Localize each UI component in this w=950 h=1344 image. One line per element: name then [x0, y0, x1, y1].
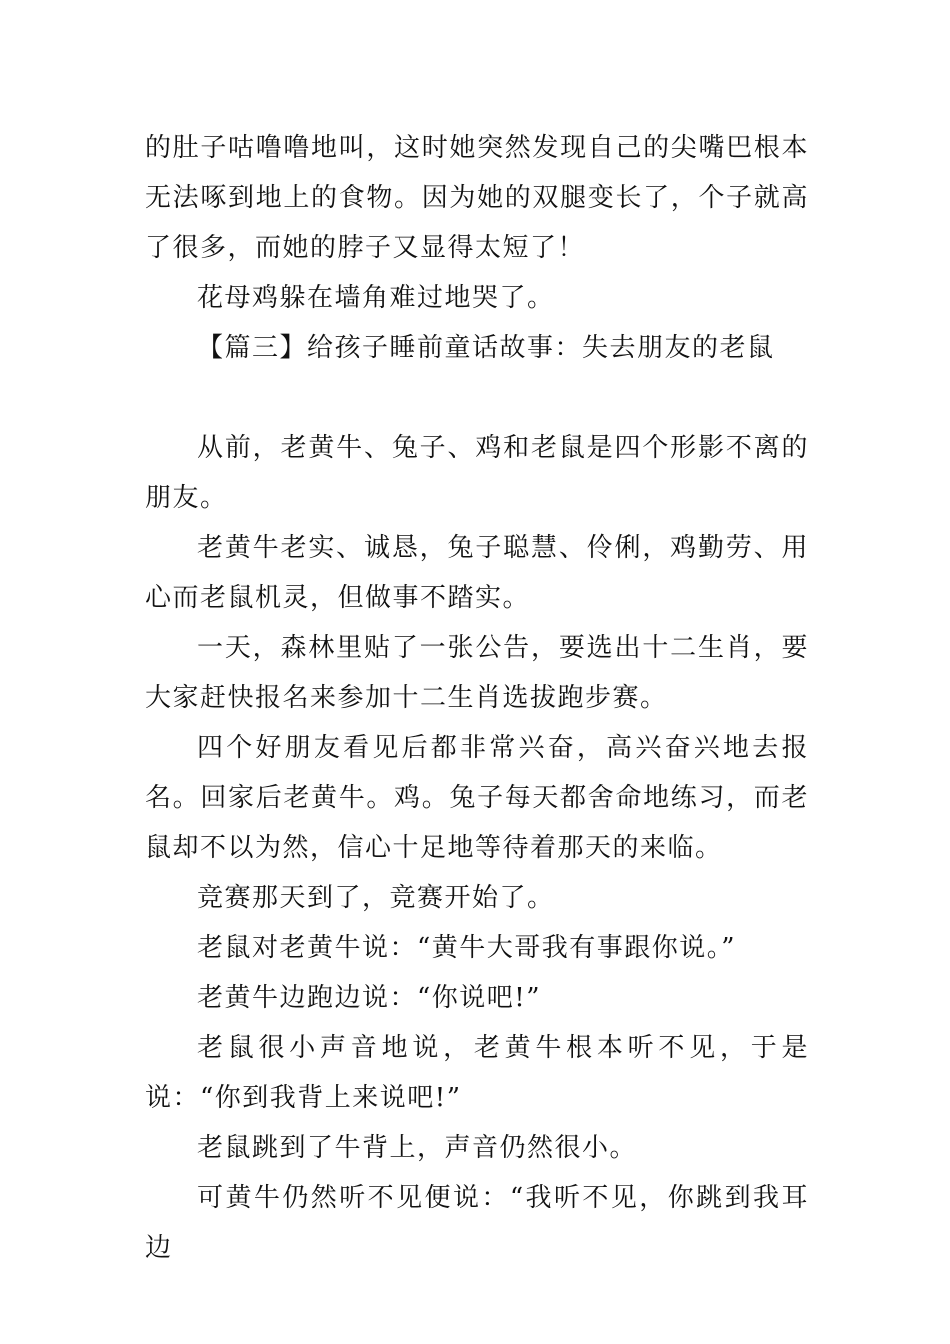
paragraph-mouse-speaks: 老鼠对老黄牛说：“黄牛大哥我有事跟你说。”	[197, 933, 737, 963]
paragraph-friends: 从前，老黄牛、兔子、鸡和老鼠是四个形影不离的朋友。	[145, 433, 809, 513]
paragraph-practice: 四个好朋友看见后都非常兴奋，高兴奋兴地去报名。回家后老黄牛。鸡。兔子每天都舍命地练习，而老鼠却不以为然，信心十足地等待着那天的来临。	[145, 733, 809, 863]
section-gap	[145, 373, 809, 423]
paragraph-jump-back: 老鼠跳到了牛背上，声音仍然很小。	[197, 1133, 638, 1163]
section-heading: 【篇三】给孩子睡前童话故事：失去朋友的老鼠	[197, 333, 775, 363]
paragraph-race-day: 竞赛那天到了，竞赛开始了。	[197, 883, 555, 913]
document-body	[145, 123, 809, 1273]
paragraph-cant-hear: 可黄牛仍然听不见便说：“我听不见，你跳到我耳边	[145, 1183, 809, 1263]
paragraph-traits: 老黄牛老实、诚恳，兔子聪慧、伶俐，鸡勤劳、用心而老鼠机灵，但做事不踏实。	[145, 533, 809, 613]
paragraph-small-voice: 老鼠很小声音地说，老黄牛根本听不见，于是说：“你到我背上来说吧!”	[145, 1033, 809, 1113]
paragraph-ox-replies: 老黄牛边跑边说：“你说吧!”	[197, 983, 542, 1013]
paragraph-notice: 一天，森林里贴了一张公告，要选出十二生肖，要大家赶快报名来参加十二生肖选拔跑步赛。	[145, 633, 809, 713]
paragraph-hen-cries: 花母鸡躲在墙角难过地哭了。	[197, 283, 555, 313]
paragraph-continued: 的肚子咕噜噜地叫，这时她突然发现自己的尖嘴巴根本无法啄到地上的食物。因为她的双腿变长了，个子就高了很多，而她的脖子又显得太短了！	[145, 133, 809, 263]
